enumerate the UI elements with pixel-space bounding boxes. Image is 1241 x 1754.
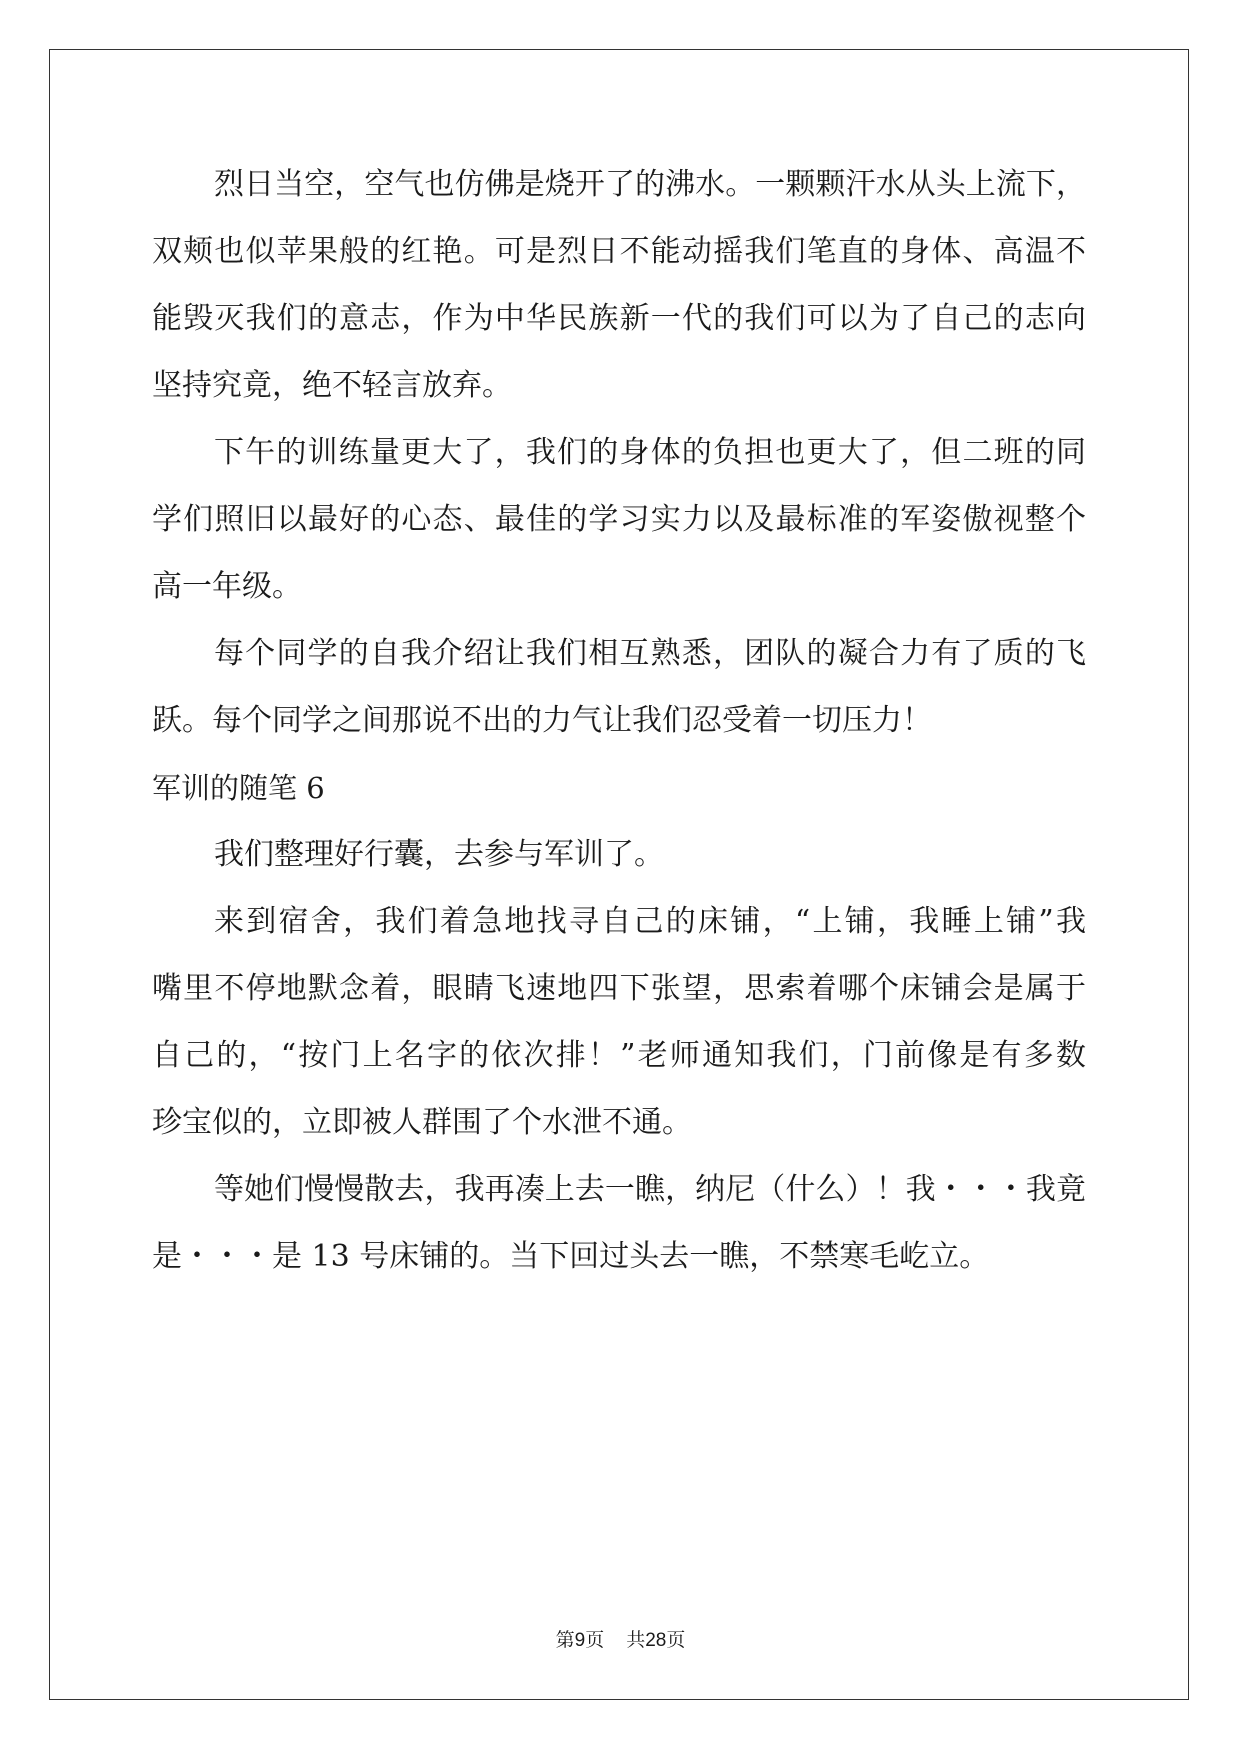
page-total: 28: [645, 1630, 667, 1651]
paragraph-line: 坚持究竟，绝不轻言放弃。: [152, 368, 512, 403]
paragraph-line: 能毁灭我们的意志，作为中华民族新一代的我们可以为了自己的志向: [152, 301, 1086, 336]
paragraph-line: 自己的，“按门上名字的依次排！”老师通知我们，门前像是有多数: [152, 1038, 1086, 1073]
paragraph-line: 高一年级。: [152, 569, 302, 604]
page-prefix: 第: [555, 1629, 575, 1651]
paragraph-line: 每个同学的自我介绍让我们相互熟悉，团队的凝合力有了质的飞: [214, 636, 1086, 671]
paragraph-line: 学们照旧以最好的心态、最佳的学习实力以及最标准的军姿傲视整个: [152, 502, 1086, 537]
paragraph-line: 双颊也似苹果般的红艳。可是烈日不能动摇我们笔直的身体、高温不: [152, 234, 1086, 269]
section-heading: 军训的随笔 6: [152, 771, 325, 805]
paragraph-line: 珍宝似的，立即被人群围了个水泄不通。: [152, 1105, 692, 1140]
paragraph-line: 来到宿舍，我们着急地找寻自己的床铺，“上铺，我睡上铺”我: [214, 904, 1086, 939]
paragraph-line: 烈日当空，空气也仿佛是烧开了的沸水。一颗颗汗水从头上流下，: [214, 167, 1086, 202]
total-unit: 页: [666, 1629, 686, 1651]
paragraph-line: 等她们慢慢散去，我再凑上去一瞧，纳尼（什么）！我・・・我竟: [214, 1172, 1086, 1207]
page-footer: [0, 1625, 1241, 1652]
total-prefix: 共: [626, 1629, 646, 1651]
paragraph-line: 下午的训练量更大了，我们的身体的负担也更大了，但二班的同: [214, 435, 1086, 470]
paragraph-line: 嘴里不停地默念着，眼睛飞速地四下张望，思索着哪个床铺会是属于: [152, 971, 1086, 1006]
page-unit: 页: [585, 1629, 605, 1651]
paragraph-line: 我们整理好行囊，去参与军训了。: [214, 837, 664, 872]
page-current: 9: [574, 1630, 586, 1651]
paragraph-line: 跃。每个同学之间那说不出的力气让我们忍受着一切压力！: [152, 703, 932, 738]
paragraph-line: 是・・・是 13 号床铺的。当下回过头去一瞧，不禁寒毛屹立。: [152, 1239, 990, 1274]
